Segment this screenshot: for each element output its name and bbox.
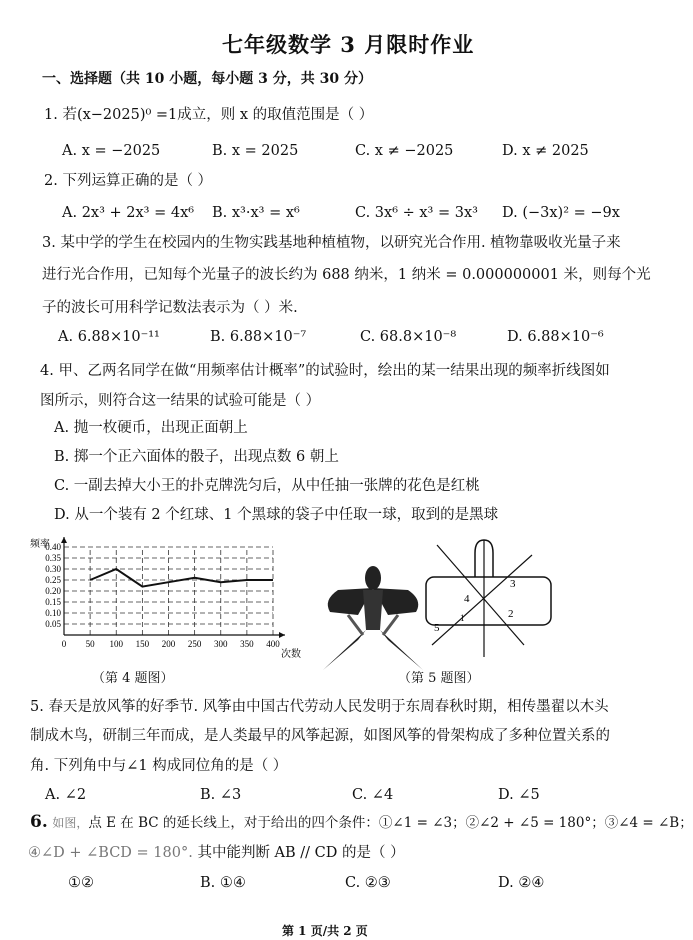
q4-option-c: C. 一副去掉大小王的扑克牌洗匀后，从中任抽一张牌的花色是红桃 <box>54 478 480 494</box>
question-3-line-1: 3. 某中学的学生在校园内的生物实践基地种植植物，以研究光合作用. 植物靠吸收光量子来 <box>42 235 621 251</box>
x-tick-label: 300 <box>214 639 228 649</box>
q3-option-c: C. 68.8×10⁻⁸ <box>360 329 457 345</box>
question-3-line-2: 进行光合作用，已知每个光量子的波长约为 688 纳米，1 纳米 = 0.000000001 米，则每个光 <box>42 267 651 283</box>
y-tick-label: 0.10 <box>45 608 61 618</box>
q5-option-c: C. ∠4 <box>352 787 394 803</box>
q5-option-b: B. ∠3 <box>200 787 242 803</box>
question-6-line-2 <box>28 844 405 862</box>
q3-option-a: A. 6.88×10⁻¹¹ <box>58 329 160 345</box>
angle-2-label: 2 <box>508 608 514 620</box>
question-6-line-1 <box>30 813 693 832</box>
x-axis-label: 次数 <box>281 649 301 660</box>
q5-option-a: A. ∠2 <box>45 787 87 803</box>
q6-option-d: D. ②④ <box>498 875 545 891</box>
angle-3-label: 3 <box>510 578 516 590</box>
figure-4-caption: （第 4 题图） <box>92 671 174 686</box>
x-axis-arrow <box>279 632 285 638</box>
q4-option-b: B. 掷一个正六面体的骰子，出现点数 6 朝上 <box>54 449 339 465</box>
question-3-line-3: 子的波长可用科学记数法表示为（ ）米. <box>42 300 298 316</box>
x-tick-label: 100 <box>109 639 123 649</box>
x-tick-label: 400 <box>266 639 280 649</box>
q2-option-c: C. 3x⁶ ÷ x³ = 3x³ <box>355 205 478 221</box>
angle-5-label: 5 <box>434 622 440 634</box>
question-1: 1. 若(x−2025)⁰ =1成立，则 x 的取值范围是（ ） <box>44 107 374 123</box>
figure-5-caption: （第 5 题图） <box>398 671 480 686</box>
question-6-condition-4: ④∠D + ∠BCD = 180°. <box>28 845 193 861</box>
q5-option-d: D. ∠5 <box>498 787 540 803</box>
frequency-line-chart <box>28 535 301 665</box>
x-tick-label: 150 <box>135 639 150 649</box>
page-title: 七年级数学 3 月限时作业 <box>222 32 475 57</box>
y-tick-label: 0.25 <box>45 575 61 585</box>
q3-option-b: B. 6.88×10⁻⁷ <box>210 329 307 345</box>
q1-option-a: A. x = −2025 <box>62 143 161 159</box>
question-5-line-1: 5. 春天是放风筝的好季节. 风筝由中国古代劳动人民发明于东周春秋时期，相传墨翟以木头 <box>30 699 609 715</box>
question-6-ask: 其中能判断 AB // CD 的是（ ） <box>192 845 405 861</box>
y-axis-label: 频率 <box>30 539 50 550</box>
q6-option-a: ①② <box>68 875 94 891</box>
x-tick-label: 200 <box>161 639 176 649</box>
y-tick-label: 0.35 <box>45 553 61 563</box>
frequency-series-line <box>90 569 273 587</box>
kite-skeleton-diagram <box>412 535 552 660</box>
question-2: 2. 下列运算正确的是（ ） <box>44 173 213 189</box>
q2-option-d: D. (−3x)² = −9x <box>502 205 620 221</box>
q4-option-d: D. 从一个装有 2 个红球、1 个黑球的袋子中任取一球，取到的是黑球 <box>54 507 499 523</box>
y-axis-arrow <box>61 537 67 543</box>
y-tick-label: 0.30 <box>45 564 61 574</box>
angle-1-label: 1 <box>460 613 465 623</box>
y-tick-label: 0.40 <box>45 542 61 552</box>
q2-option-b: B. x³·x³ = x⁶ <box>212 205 300 221</box>
question-6-prefix: 如图， <box>52 816 89 830</box>
question-4-line-2: 图所示，则符合这一结果的试验可能是（ ） <box>40 393 321 409</box>
x-tick-label: 50 <box>85 639 95 649</box>
q3-option-d: D. 6.88×10⁻⁶ <box>507 329 604 345</box>
x-tick-label: 350 <box>240 639 254 649</box>
y-tick-label: 0.20 <box>45 586 61 596</box>
q6-option-c: C. ②③ <box>345 875 391 891</box>
q2-option-a: A. 2x³ + 2x³ = 4x⁶ <box>62 205 195 221</box>
question-5-line-2: 制成木鸟，研制三年而成，是人类最早的风筝起源，如图风筝的骨架构成了多种位置关系的 <box>30 728 610 744</box>
question-4-line-1: 4. 甲、乙两名同学在做“用频率估计概率”的试验时，绘出的某一结果出现的频率折线图如 <box>40 363 610 379</box>
q1-option-b: B. x = 2025 <box>212 143 299 159</box>
y-tick-label: 0.05 <box>45 619 61 629</box>
y-tick-label: 0.15 <box>45 597 61 607</box>
angle-4-label: 4 <box>464 593 470 605</box>
question-6-number: 6. <box>30 812 48 832</box>
question-6-conditions: 点 E 在 BC 的延长线上，对于给出的四个条件：①∠1 = ∠3；②∠2 + ∠5 = 180°；③∠4 = ∠B； <box>88 815 693 831</box>
x-tick-label: 0 <box>61 639 67 649</box>
q4-option-a: A. 抛一枚硬币，出现正面朝上 <box>54 420 248 436</box>
question-5-line-3: 角. 下列角中与∠1 构成同位角的是（ ） <box>30 758 288 774</box>
page-footer: 第 1 页/共 2 页 <box>282 924 368 938</box>
q1-option-d: D. x ≠ 2025 <box>502 143 589 159</box>
section-header: 一、选择题（共 10 小题，每小题 3 分，共 30 分） <box>42 71 372 87</box>
q1-option-c: C. x ≠ −2025 <box>355 143 454 159</box>
x-tick-label: 250 <box>187 639 202 649</box>
q6-option-b: B. ①④ <box>200 875 246 891</box>
